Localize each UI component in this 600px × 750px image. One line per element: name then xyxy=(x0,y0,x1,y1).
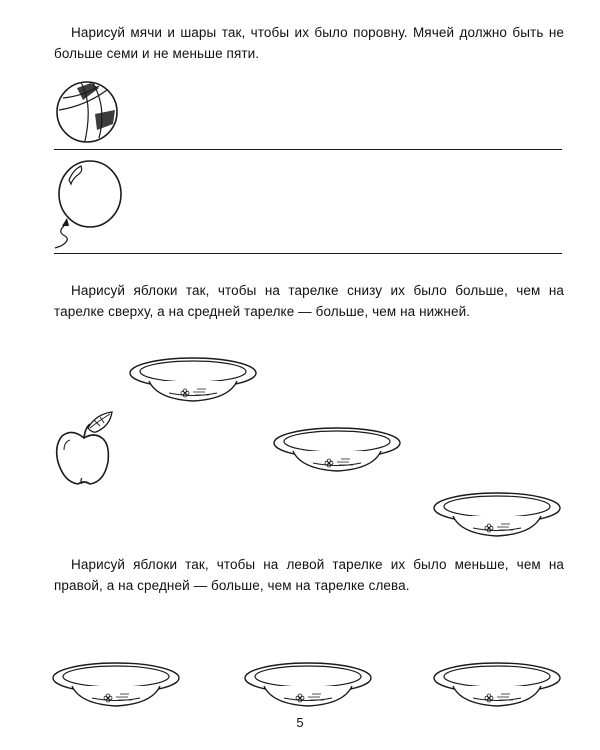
task-1-text: Нарисуй мячи и шары так, чтобы их было поровну. Мячей должно быть не больше семи и не меньше пяти. xyxy=(54,25,564,61)
apple-icon xyxy=(52,410,116,490)
plate-bottom[interactable] xyxy=(433,490,563,540)
balloon-icon xyxy=(45,160,125,255)
plate-middle[interactable] xyxy=(273,425,403,475)
plate-top[interactable] xyxy=(129,355,259,405)
plate-left[interactable] xyxy=(52,660,182,710)
page-number: 5 xyxy=(296,715,304,730)
answer-line-balloons[interactable] xyxy=(54,253,562,254)
plate-center[interactable] xyxy=(244,660,374,710)
plate-right[interactable] xyxy=(433,660,563,710)
answer-line-balls[interactable] xyxy=(54,149,562,150)
ball-icon xyxy=(55,80,119,144)
task-2-text: Нарисуй яблоки так, чтобы на тарелке снизу их было больше, чем на тарелке сверху, а на средней тарелке — больше, чем на нижней. xyxy=(54,283,564,319)
task-3-text: Нарисуй яблоки так, чтобы на левой тарелке их было меньше, чем на правой, а на средней — больше, чем на тарелке слева. xyxy=(54,557,564,593)
